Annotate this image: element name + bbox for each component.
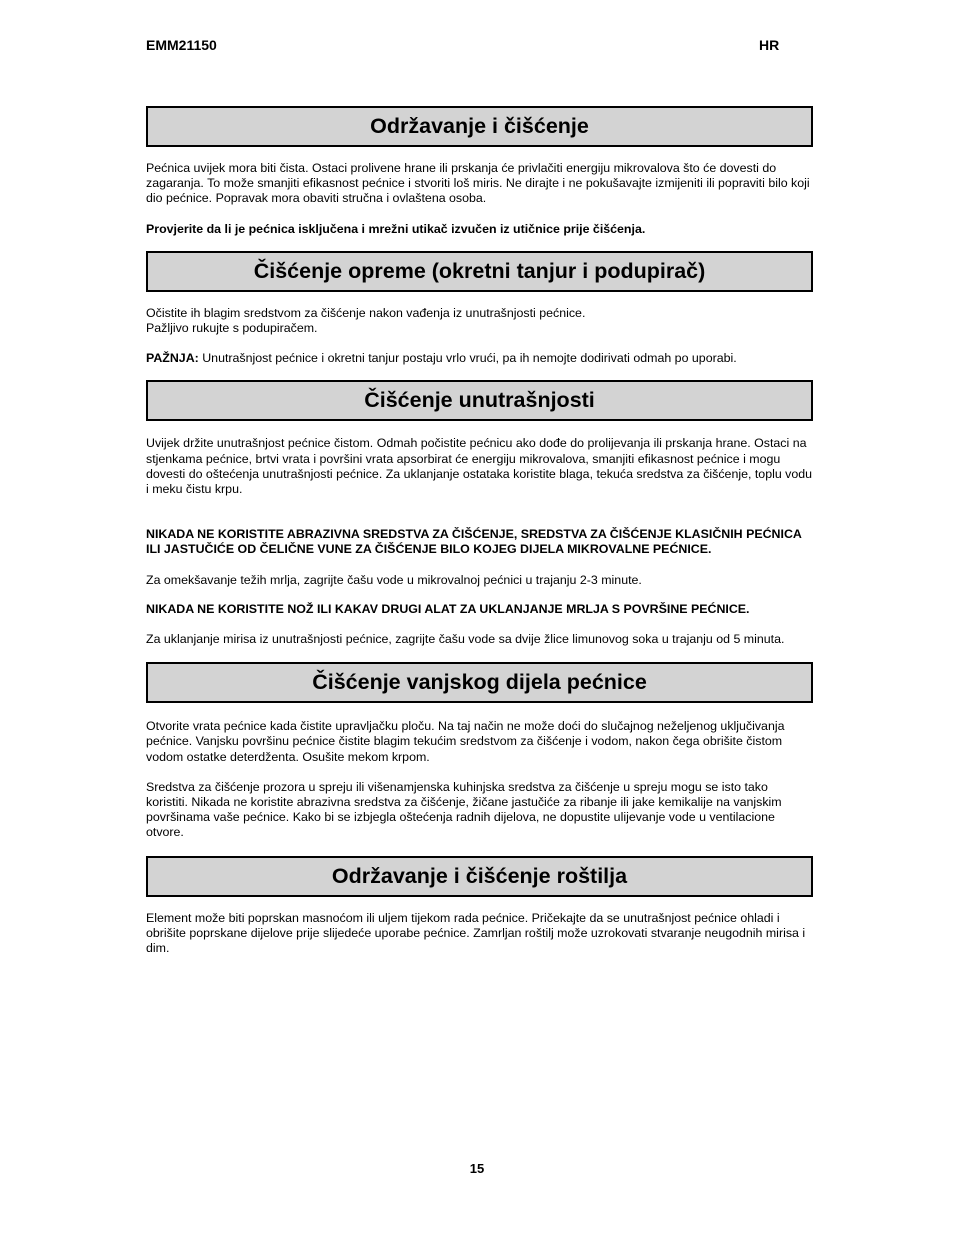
interior-abrasive-warning: NIKADA NE KORISTITE ABRAZIVNA SREDSTVA ZA ČIŠĆENJE, SREDSTVA ZA ČIŠĆENJE KLASIČNIH PEĆNICA ILI JASTUČIĆE OD ČELIČNE VUNE ZA ČIŠĆENJE BILO KOJEG DIJELA MIKROVALNE PEĆNICE.: [146, 527, 802, 557]
interior-odor-tip: Za uklanjanje mirisa iz unutrašnjosti pećnice, zagrijte čašu vode sa dvije žlice limunovog soka u trajanju od 5 minuta.: [146, 632, 785, 647]
page-number: 15: [469, 1161, 485, 1176]
exterior-paragraph: Otvorite vrata pećnice kada čistite upravljačku ploču. Na taj način ne može doći do slučajnog neželjenog uključivanja pećnice. Vanjsku površinu pećnice čistite blagim tekućim sredstvom za čišćenje i vodom, nakon čega obrišite čistom vodom ostatke deterdženta. Osušite mekom krpom.: [146, 719, 785, 764]
page-content: [146, 106, 813, 956]
section-title-accessories: Čišćenje opreme (okretni tanjur i podupirač): [146, 251, 813, 292]
caution-label: PAŽNJA:: [146, 351, 199, 366]
grill-paragraph: Element može biti poprskan masnoćom ili uljem tijekom rada pećnice. Pričekajte da se unutrašnjost pećnice ohladi i obrišite poprskane dijelove prije slijedeće uporabe pećnice. Zamrljan roštilj može uzrokovati stvaranje neugodnih mirisa i dim.: [146, 910, 806, 956]
exterior-sprays-paragraph: Sredstva za čišćenje prozora u spreju ili višenamjenska kuhinjska sredstva za čišćenje u spreju mogu se isto tako koristiti. Nikada ne koristite abrazivna sredstva za čišćenje, žičane jastučiće za ribanje ili jake kemikalije na vanjskim površinama vaše pećnice. Kako bi se izbjegla oštećenja radnih dijelova, ne dopustite ulijevanje vode u ventilacione otvore.: [146, 779, 782, 840]
maintenance-warning: Provjerite da li je pećnica isključena i mrežni utikač izvučen iz utičnice prije čišćenja.: [146, 221, 646, 236]
caution-text: Unutrašnjost pećnice i okretni tanjur postaju vrlo vrući, pa ih nemojte dodirivati odmah po uporabi.: [198, 351, 737, 366]
interior-paragraph: Uvijek držite unutrašnjost pećnice čistom. Odmah počistite pećnicu ako dođe do prolijevanja ili prskanja hrane. Ostaci na stjenkama pećnice, brtvi vrata i površini vrata apsorbirat će energiju mikrovalova, smanjiti efikasnost pećnice i mogu dovesti do oštećenja unutrašnjosti pećnice. Za uklanjanje ostataka koristite blaga, tekuća sredstva za čišćenje, toplu vodu i meku čistu krpu.: [146, 436, 813, 497]
model-number: EMM21150: [146, 37, 217, 53]
section-title-maintenance: Održavanje i čišćenje: [146, 106, 813, 147]
language-code: HR: [759, 37, 780, 53]
section-title-grill: Održavanje i čišćenje roštilja: [146, 856, 813, 897]
accessories-paragraph: Očistite ih blagim sredstvom za čišćenje nakon vađenja iz unutrašnjosti pećnice.: [146, 305, 586, 320]
accessories-handling: Pažljivo rukujte s podupiračem.: [146, 321, 318, 336]
section-title-exterior: Čišćenje vanjskog dijela pećnice: [146, 662, 813, 703]
accessories-caution: [146, 351, 813, 366]
interior-stains-tip: Za omekšavanje težih mrlja, zagrijte čašu vode u mikrovalnoj pećnici u trajanju 2-3 minute.: [146, 572, 642, 587]
interior-knife-warning: NIKADA NE KORISTITE NOŽ ILI KAKAV DRUGI ALAT ZA UKLANJANJE MRLJA S POVRŠINE PEĆNICE.: [146, 601, 750, 616]
maintenance-paragraph: Pećnica uvijek mora biti čista. Ostaci prolivene hrane ili prskanja će privlačiti energiju mikrovalova što će dovesti do zagaranja. To može smanjiti efikasnost pećnice i stvoriti loš miris. Ne dirajte i ne pokušavajte izmijeniti ili popraviti bilo koji dio pećnice. Popravak mora obaviti stručna i ovlaštena osoba.: [146, 161, 810, 206]
section-title-interior: Čišćenje unutrašnjosti: [146, 380, 813, 421]
